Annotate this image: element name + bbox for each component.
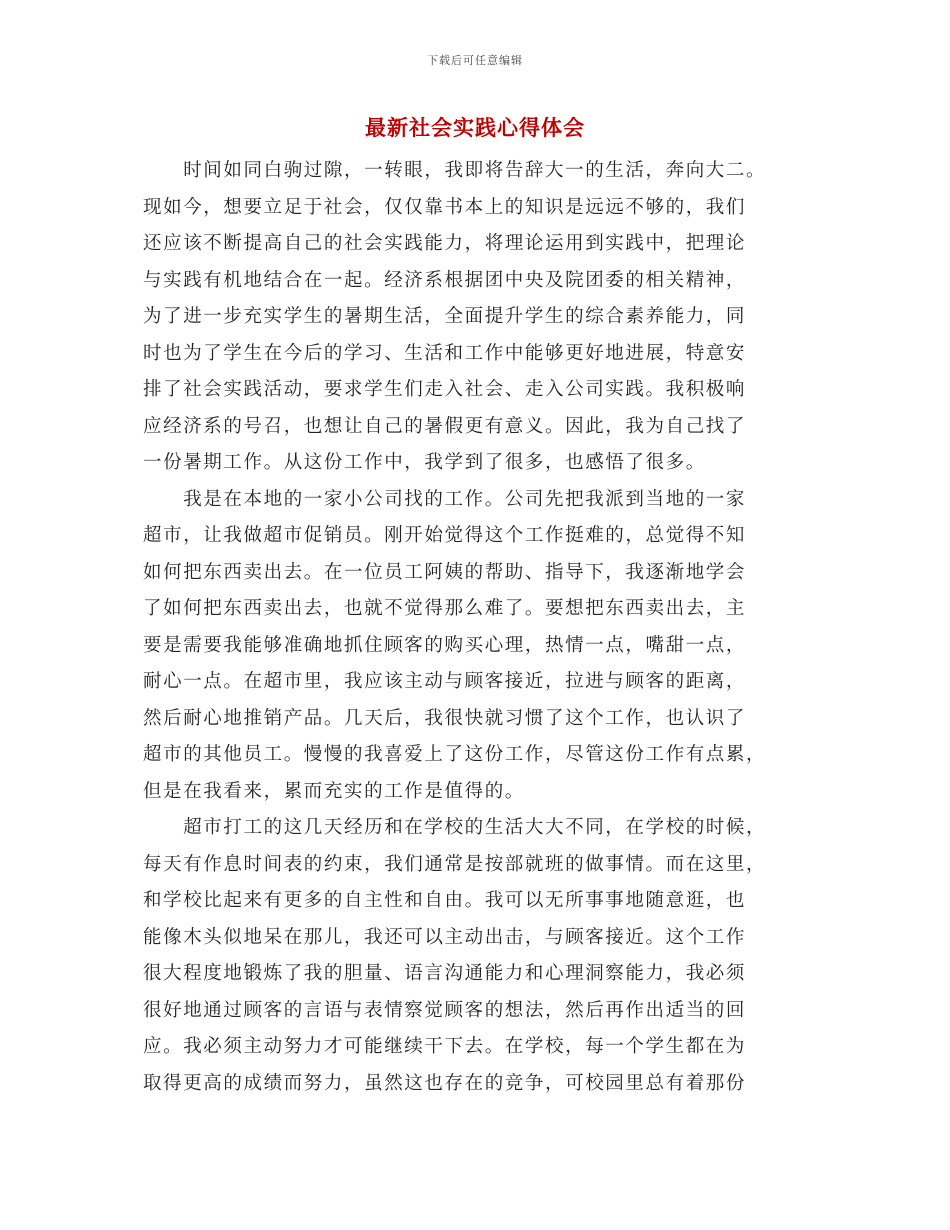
text-line: 应。我必须主动努力才可能继续干下去。在学校，每一个学生都在为 — [143, 1036, 747, 1057]
text-line: 超市打工的这几天经历和在学校的生活大大不同，在学校的时候， — [143, 817, 767, 838]
text-line: 要是需要我能够准确地抓住顾客的购买心理，热情一点，嘴甜一点， — [143, 634, 747, 656]
document-body — [143, 153, 813, 1102]
text-line: 排了社会实践活动，要求学生们走入社会、走入公司实践。我积极响 — [143, 379, 747, 400]
text-line: 时间如同白驹过隙，一转眼，我即将告辞大一的生活，奔向大二。 — [143, 160, 767, 181]
text-line: 很大程度地锻炼了我的胆量、语言沟通能力和心理洞察能力，我必须 — [143, 963, 747, 984]
paragraph-2 — [143, 482, 813, 811]
text-line: 如何把东西卖出去。在一位员工阿姨的帮助、指导下，我逐渐地学会 — [143, 561, 747, 583]
text-line: 了如何把东西卖出去，也就不觉得那么难了。要想把东西卖出去，主 — [143, 598, 747, 619]
text-line: 能像木头似地呆在那儿，我还可以主动出击，与顾客接近。这个工作 — [143, 926, 747, 948]
text-line: 一份暑期工作。从这份工作中，我学到了很多，也感悟了很多。 — [143, 452, 706, 473]
text-line: 超市的其他员工。慢慢的我喜爱上了这份工作，尽管这份工作有点累， — [143, 744, 767, 765]
document-title: 最新社会实践心得体会 — [365, 115, 585, 140]
text-line: 耐心一点。在超市里，我应该主动与顾客接近，拉进与顾客的距离， — [143, 671, 747, 692]
text-line: 和学校比起来有更多的自主性和自由。我可以无所事事地随意逛，也 — [143, 890, 747, 911]
text-line: 但是在我看来，累而充实的工作是值得的。 — [143, 780, 525, 802]
text-line: 每天有作息时间表的约束，我们通常是按部就班的做事情。而在这里， — [143, 853, 767, 875]
text-line: 然后耐心地推销产品。几天后，我很快就习惯了这个工作，也认识了 — [143, 707, 747, 729]
text-line: 取得更高的成绩而努力，虽然这也存在的竞争，可校园里总有着那份 — [143, 1072, 747, 1094]
text-line: 与实践有机地结合在一起。经济系根据团中央及院团委的相关精神， — [143, 269, 747, 291]
text-line: 还应该不断提高自己的社会实践能力，将理论运用到实践中，把理论 — [143, 233, 747, 254]
paragraph-3 — [143, 810, 813, 1102]
paragraph-1 — [143, 153, 813, 482]
text-line: 我是在本地的一家小公司找的工作。公司先把我派到当地的一家 — [143, 488, 747, 510]
text-line: 时也为了学生在今后的学习、生活和工作中能够更好地进展，特意安 — [143, 342, 747, 364]
text-line: 现如今，想要立足于社会，仅仅靠书本上的知识是远远不够的，我们 — [143, 196, 747, 218]
text-line: 超市，让我做超市促销员。刚开始觉得这个工作挺难的，总觉得不知 — [143, 525, 747, 546]
text-line: 应经济系的号召，也想让自己的暑假更有意义。因此，我为自己找了 — [143, 415, 747, 437]
header-note: 下载后可任意编辑 — [427, 54, 523, 67]
text-line: 很好地通过顾客的言语与表情察觉顾客的想法，然后再作出适当的回 — [143, 999, 747, 1021]
text-line: 为了进一步充实学生的暑期生活，全面提升学生的综合素养能力，同 — [143, 306, 747, 327]
